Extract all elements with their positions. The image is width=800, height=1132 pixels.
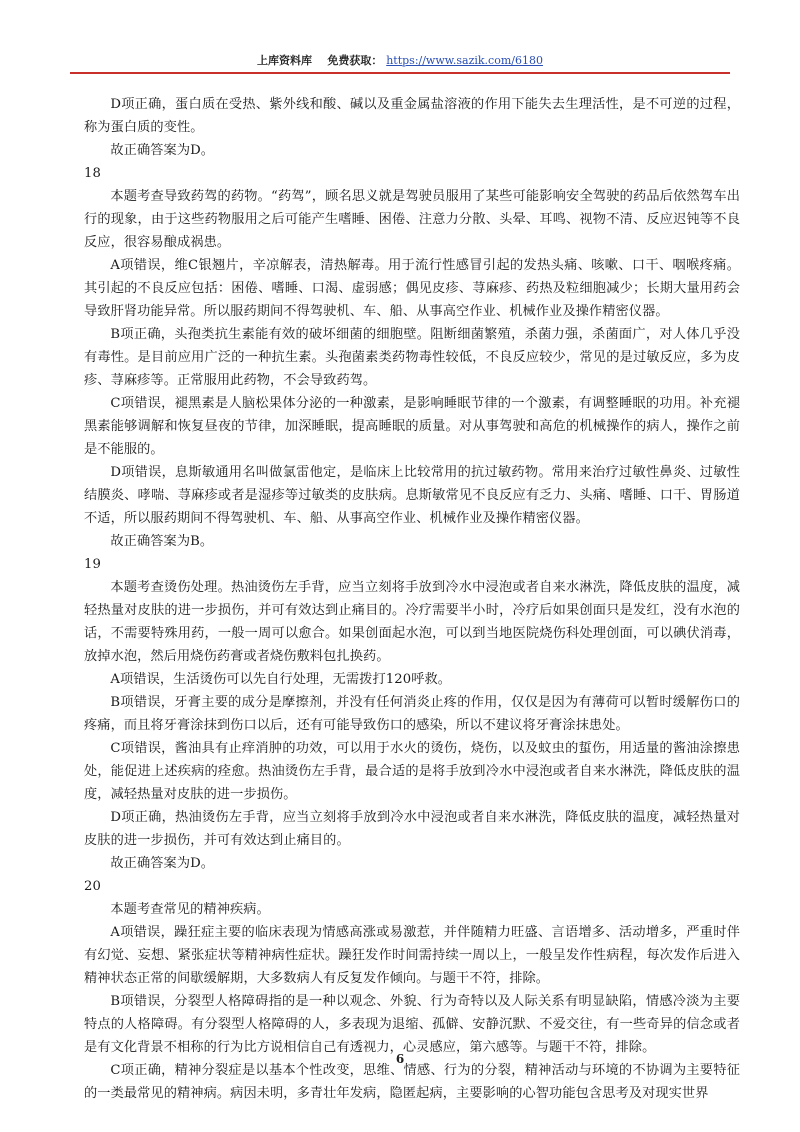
header-divider bbox=[70, 72, 730, 74]
header-prefix: 免费获取： bbox=[327, 54, 383, 67]
source-link[interactable]: https://www.sazik.com/6180 bbox=[386, 54, 543, 67]
paragraph: D项正确，热油烫伤左手背，应当立刻将手放到冷水中浸泡或者自来水淋洗，降低皮肤的温度，减轻热量对皮肤的进一步损伤，并可有效达到止痛目的。 bbox=[84, 810, 740, 848]
paragraph: C项错误，酱油具有止痒消肿的功效，可以用于水火的烫伤，烧伤，以及蚊虫的蜇伤，用适量的酱油涂擦患处，能促进上述疾病的痊愈。热油烫伤左手背，最合适的是将手放到冷水中浸泡或者自来水淋洗，降低皮肤的温度，减轻热量对皮肤的进一步损伤。 bbox=[84, 741, 740, 802]
answer-line: 故正确答案为B。 bbox=[110, 534, 214, 549]
document-body bbox=[84, 93, 740, 1105]
paragraph: B项正确，头孢类抗生素能有效的破坏细菌的细胞壁。阻断细菌繁殖，杀菌力强，杀菌面广，对人体几乎没有毒性。是目前应用广泛的一种抗生素。头孢菌素类药物毒性较低，不良反应较少，常见的是过敏反应，多为皮疹、荨麻疹等。正常服用此药物，不会导致药驾。 bbox=[84, 327, 740, 388]
paragraph: D项正确，蛋白质在受热、紫外线和酸、碱以及重金属盐溶液的作用下能失去生理活性，是不可逆的过程，称为蛋白质的变性。 bbox=[84, 97, 740, 135]
paragraph: D项错误，息斯敏通用名叫做氯雷他定，是临床上比较常用的抗过敏药物。常用来治疗过敏性鼻炎、过敏性结膜炎、哮喘、荨麻疹或者是湿疹等过敏类的皮肤病。息斯敏常见不良反应有乏力、头痛、嗜睡、口干、胃肠道不适，所以服药期间不得驾驶机、车、船、从事高空作业、机械作业及操作精密仪器。 bbox=[84, 465, 740, 526]
paragraph: A项错误，维C银翘片，辛凉解表，清热解毒。用于流行性感冒引起的发热头痛、咳嗽、口干、咽喉疼痛。其引起的不良反应包括：困倦、嗜睡、口渴、虚弱感；偶见皮疹、荨麻疹、药热及粒细胞减少；长期大量用药会导致肝肾功能异常。所以服药期间不得驾驶机、车、船、从事高空作业、机械作业及操作精密仪器。 bbox=[84, 258, 740, 319]
site-name: 上库资料库 bbox=[257, 54, 313, 67]
question-number: 20 bbox=[84, 879, 101, 894]
paragraph: 本题考查常见的精神疾病。 bbox=[110, 902, 270, 917]
paragraph: C项错误，褪黑素是人脑松果体分泌的一种激素，是影响睡眠节律的一个激素，有调整睡眠的功用。补充褪黑素能够调解和恢复昼夜的节律，加深睡眠，提高睡眠的质量。对从事驾驶和高危的机械操作的病人，操作之前是不能服的。 bbox=[84, 396, 740, 457]
question-number: 19 bbox=[84, 557, 101, 572]
paragraph: C项正确，精神分裂症是以基本个性改变，思维、情感、行为的分裂，精神活动与环境的不协调为主要特征的一类最常见的精神病。病因未明，多青壮年发病，隐匿起病，主要影响的心智功能包含思考及对现实世界 bbox=[84, 1063, 740, 1101]
answer-line: 故正确答案为D。 bbox=[110, 856, 215, 871]
paragraph: A项错误，躁狂症主要的临床表现为情感高涨或易激惹，并伴随精力旺盛、言语增多、活动增多，严重时伴有幻觉、妄想、紧张症状等精神病性症状。躁狂发作时间需持续一周以上，一般呈发作性病程，每次发作后进入精神状态正常的间歇缓解期，大多数病人有反复发作倾向。与题干不符，排除。 bbox=[84, 925, 740, 986]
paragraph: B项错误，分裂型人格障碍指的是一种以观念、外貌、行为奇特以及人际关系有明显缺陷，情感冷淡为主要特点的人格障碍。有分裂型人格障碍的人，多表现为退缩、孤僻、安静沉默、不爱交往，有一些奇异的信念或者是有文化背景不相称的行为比方说相信自己有透视力，心灵感应，第六感等。与题干不符，排除。 bbox=[84, 994, 740, 1055]
paragraph: A项错误，生活烫伤可以先自行处理，无需拨打120呼救。 bbox=[110, 672, 452, 687]
page-number: 6 bbox=[395, 1052, 405, 1066]
question-number: 18 bbox=[84, 166, 101, 181]
answer-line: 故正确答案为D。 bbox=[110, 143, 215, 158]
paragraph: 本题考查烫伤处理。热油烫伤左手背，应当立刻将手放到冷水中浸泡或者自来水淋洗，降低皮肤的温度，减轻热量对皮肤的进一步损伤，并可有效达到止痛目的。冷疗需要半小时，冷疗后如果创面只是发红，没有水泡的话，不需要特殊用药，一般一周可以愈合。如果创面起水泡，可以到当地医院烧伤科处理创面，可以碘伏消毒，放掉水泡，然后用烧伤药膏或者烧伤敷料包扎换药。 bbox=[84, 580, 740, 664]
paragraph: B项错误，牙膏主要的成分是摩擦剂，并没有任何消炎止疼的作用，仅仅是因为有薄荷可以暂时缓解伤口的疼痛，而且将牙膏涂抹到伤口以后，还有可能导致伤口的感染，所以不建议将牙膏涂抹患处。 bbox=[84, 695, 740, 733]
paragraph: 本题考查导致药驾的药物。“药驾”，顾名思义就是驾驶员服用了某些可能影响安全驾驶的药品后依然驾车出行的现象，由于这些药物服用之后可能产生嗜睡、困倦、注意力分散、头晕、耳鸣、视物不清、反应迟钝等不良反应，很容易酿成祸患。 bbox=[84, 189, 740, 250]
page-header bbox=[0, 52, 800, 68]
